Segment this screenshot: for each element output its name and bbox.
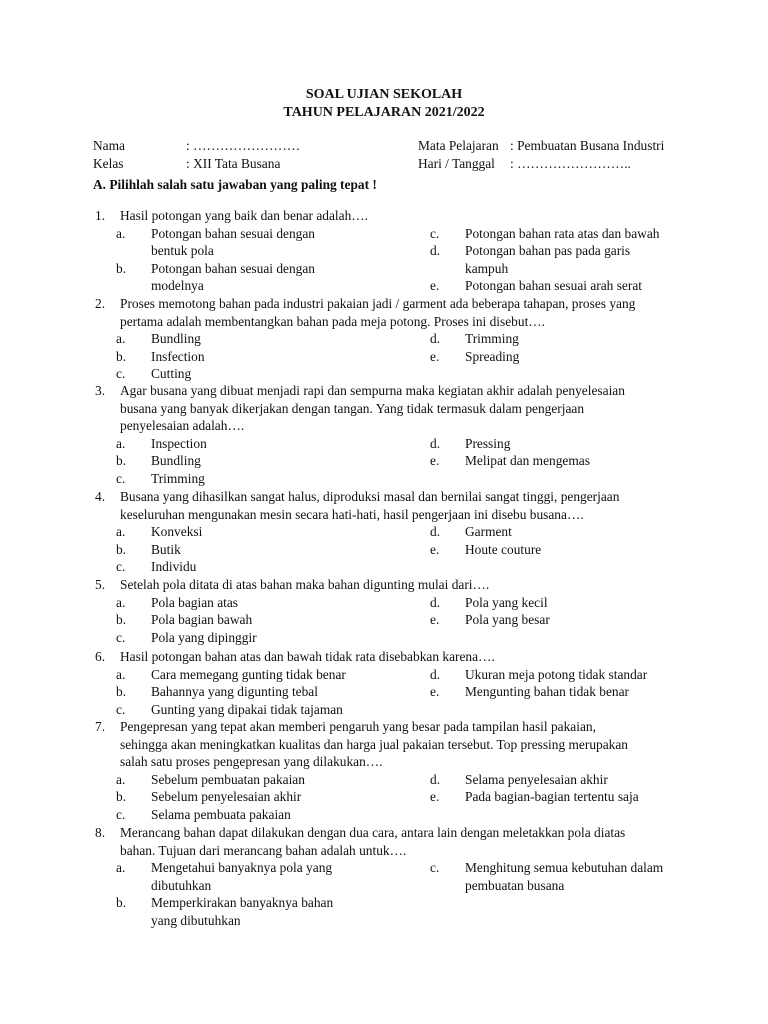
option-letter: b. bbox=[116, 612, 127, 627]
option-letter: a. bbox=[116, 860, 126, 875]
question-text: Busana yang dihasilkan sangat halus, diproduksi masal dan bernilai sangat tinggi, pengerjaan bbox=[120, 489, 620, 504]
option-text: Gunting yang dipakai tidak tajaman bbox=[151, 702, 343, 717]
option-letter: a. bbox=[116, 667, 126, 682]
option-text: Insfection bbox=[151, 349, 205, 364]
option-letter: b. bbox=[116, 789, 127, 804]
option-letter: a. bbox=[116, 595, 126, 610]
option-letter: a. bbox=[116, 331, 126, 346]
question-text: penyelesaian adalah…. bbox=[120, 418, 245, 433]
question-number: 7. bbox=[95, 719, 106, 734]
option-letter: b. bbox=[116, 453, 127, 468]
option-letter: c. bbox=[430, 860, 440, 875]
kelas-label: Kelas bbox=[93, 156, 124, 171]
option-letter: b. bbox=[116, 895, 127, 910]
option-text: Sebelum penyelesaian akhir bbox=[151, 789, 302, 804]
option-letter: d. bbox=[430, 772, 441, 787]
option-text: Menghitung semua kebutuhan dalam bbox=[465, 860, 664, 875]
option-text: Memperkirakan banyaknya bahan bbox=[151, 895, 334, 910]
page-title: SOAL UJIAN SEKOLAH bbox=[305, 87, 463, 102]
option-letter: d. bbox=[430, 595, 441, 610]
option-letter: b. bbox=[116, 684, 127, 699]
option-text: Trimming bbox=[151, 471, 205, 486]
option-text: Trimming bbox=[465, 331, 519, 346]
question-text: Merancang bahan dapat dilakukan dengan dua cara, antara lain dengan meletakkan pola diatas bbox=[120, 825, 626, 840]
option-letter: a. bbox=[116, 772, 126, 787]
option-text: Selama pembuata pakaian bbox=[151, 807, 291, 822]
option-text: Individu bbox=[151, 559, 197, 574]
option-text: Pola yang kecil bbox=[465, 595, 548, 610]
option-text: Bundling bbox=[151, 453, 201, 468]
nama-field: : …………………… bbox=[186, 138, 301, 153]
option-letter: d. bbox=[430, 524, 441, 539]
option-text: Cutting bbox=[151, 366, 192, 381]
option-text: Melipat dan mengemas bbox=[465, 453, 590, 468]
option-letter: c. bbox=[116, 630, 126, 645]
question-number: 5. bbox=[95, 577, 106, 592]
question-text: Hasil potongan bahan atas dan bawah tidak rata disebabkan karena…. bbox=[120, 649, 495, 664]
question-number: 1. bbox=[95, 208, 106, 223]
option-text: Bundling bbox=[151, 331, 201, 346]
option-letter: c. bbox=[116, 471, 126, 486]
page-subtitle: TAHUN PELAJARAN 2021/2022 bbox=[283, 105, 485, 120]
option-text: Garment bbox=[465, 524, 512, 539]
option-text: Konveksi bbox=[151, 524, 203, 539]
question-text: Proses memotong bahan pada industri pakaian jadi / garment ada beberapa tahapan, proses yang bbox=[120, 296, 636, 311]
option-letter: c. bbox=[430, 226, 440, 241]
option-text: Pola bagian atas bbox=[151, 595, 239, 610]
option-text: Houte couture bbox=[465, 542, 542, 557]
option-letter: e. bbox=[430, 684, 440, 699]
kelas-field: : XII Tata Busana bbox=[186, 156, 281, 171]
option-letter: e. bbox=[430, 349, 440, 364]
option-letter: c. bbox=[116, 702, 126, 717]
question-text: pertama adalah membentangkan bahan pada meja potong. Proses ini disebut…. bbox=[120, 314, 546, 329]
option-letter: d. bbox=[430, 667, 441, 682]
mapel-label: Mata Pelajaran bbox=[418, 138, 499, 153]
option-text: kampuh bbox=[465, 261, 509, 276]
option-text: Spreading bbox=[465, 349, 520, 364]
option-text: yang dibutuhkan bbox=[151, 913, 241, 928]
option-text: Selama penyelesaian akhir bbox=[465, 772, 608, 787]
option-text: pembuatan busana bbox=[465, 878, 565, 893]
option-letter: a. bbox=[116, 226, 126, 241]
question-number: 8. bbox=[95, 825, 106, 840]
option-text: Pola yang besar bbox=[465, 612, 550, 627]
question-text: Hasil potongan yang baik dan benar adalah…. bbox=[120, 208, 369, 223]
hari-label: Hari / Tanggal bbox=[418, 156, 495, 171]
option-text: Pada bagian-bagian tertentu saja bbox=[465, 789, 639, 804]
option-letter: e. bbox=[430, 789, 440, 804]
option-letter: e. bbox=[430, 278, 440, 293]
option-text: Pressing bbox=[465, 436, 511, 451]
option-text: Bahannya yang digunting tebal bbox=[151, 684, 318, 699]
option-text: Potongan bahan rata atas dan bawah bbox=[465, 226, 660, 241]
question-number: 2. bbox=[95, 296, 106, 311]
question-text: Pengepresan yang tepat akan memberi pengaruh yang besar pada tampilan hasil pakaian, bbox=[120, 719, 596, 734]
option-letter: d. bbox=[430, 331, 441, 346]
option-letter: d. bbox=[430, 243, 441, 258]
option-letter: b. bbox=[116, 349, 127, 364]
option-text: Mengetahui banyaknya pola yang bbox=[151, 860, 333, 875]
option-text: dibutuhkan bbox=[151, 878, 212, 893]
option-text: bentuk pola bbox=[151, 243, 214, 258]
option-text: Inspection bbox=[151, 436, 207, 451]
option-text: Cara memegang gunting tidak benar bbox=[151, 667, 346, 682]
question-text: busana yang banyak dikerjakan dengan tangan. Yang tidak termasuk dalam pengerjaan bbox=[120, 401, 585, 416]
option-letter: e. bbox=[430, 453, 440, 468]
question-number: 6. bbox=[95, 649, 106, 664]
option-letter: d. bbox=[430, 436, 441, 451]
option-text: Sebelum pembuatan pakaian bbox=[151, 772, 305, 787]
option-text: Mengunting bahan tidak benar bbox=[465, 684, 629, 699]
question-text: salah satu proses pengepresan yang dilakukan…. bbox=[120, 754, 383, 769]
mapel-field: : Pembuatan Busana Industri bbox=[510, 138, 665, 153]
question-text: Setelah pola ditata di atas bahan maka bahan digunting mulai dari…. bbox=[120, 577, 490, 592]
question-text: sehingga akan meningkatkan kualitas dan harga jual pakaian tersebut. Top pressing merupakan bbox=[120, 737, 628, 752]
option-text: Pola yang dipinggir bbox=[151, 630, 257, 645]
option-text: Potongan bahan sesuai dengan bbox=[151, 261, 315, 276]
option-letter: e. bbox=[430, 612, 440, 627]
question-text: keseluruhan mengunakan mesin secara hati-hati, hasil pengerjaan ini disebu busana…. bbox=[120, 507, 584, 522]
option-letter: c. bbox=[116, 559, 126, 574]
option-letter: a. bbox=[116, 524, 126, 539]
option-letter: e. bbox=[430, 542, 440, 557]
option-letter: a. bbox=[116, 436, 126, 451]
question-text: bahan. Tujuan dari merancang bahan adalah untuk…. bbox=[120, 843, 407, 858]
section-heading: A. Pilihlah salah satu jawaban yang paling tepat ! bbox=[93, 177, 377, 192]
option-text: Potongan bahan sesuai arah serat bbox=[465, 278, 642, 293]
option-text: modelnya bbox=[151, 278, 204, 293]
question-number: 3. bbox=[95, 383, 106, 398]
option-text: Potongan bahan sesuai dengan bbox=[151, 226, 315, 241]
option-letter: b. bbox=[116, 542, 127, 557]
option-text: Potongan bahan pas pada garis bbox=[465, 243, 631, 258]
option-letter: c. bbox=[116, 366, 126, 381]
option-letter: b. bbox=[116, 261, 127, 276]
option-text: Pola bagian bawah bbox=[151, 612, 253, 627]
option-letter: c. bbox=[116, 807, 126, 822]
option-text: Butik bbox=[151, 542, 181, 557]
question-number: 4. bbox=[95, 489, 106, 504]
question-text: Agar busana yang dibuat menjadi rapi dan sempurna maka kegiatan akhir adalah penyelesaian bbox=[120, 383, 625, 398]
option-text: Ukuran meja potong tidak standar bbox=[465, 667, 648, 682]
hari-field: : …………………….. bbox=[510, 156, 631, 171]
nama-label: Nama bbox=[93, 138, 125, 153]
